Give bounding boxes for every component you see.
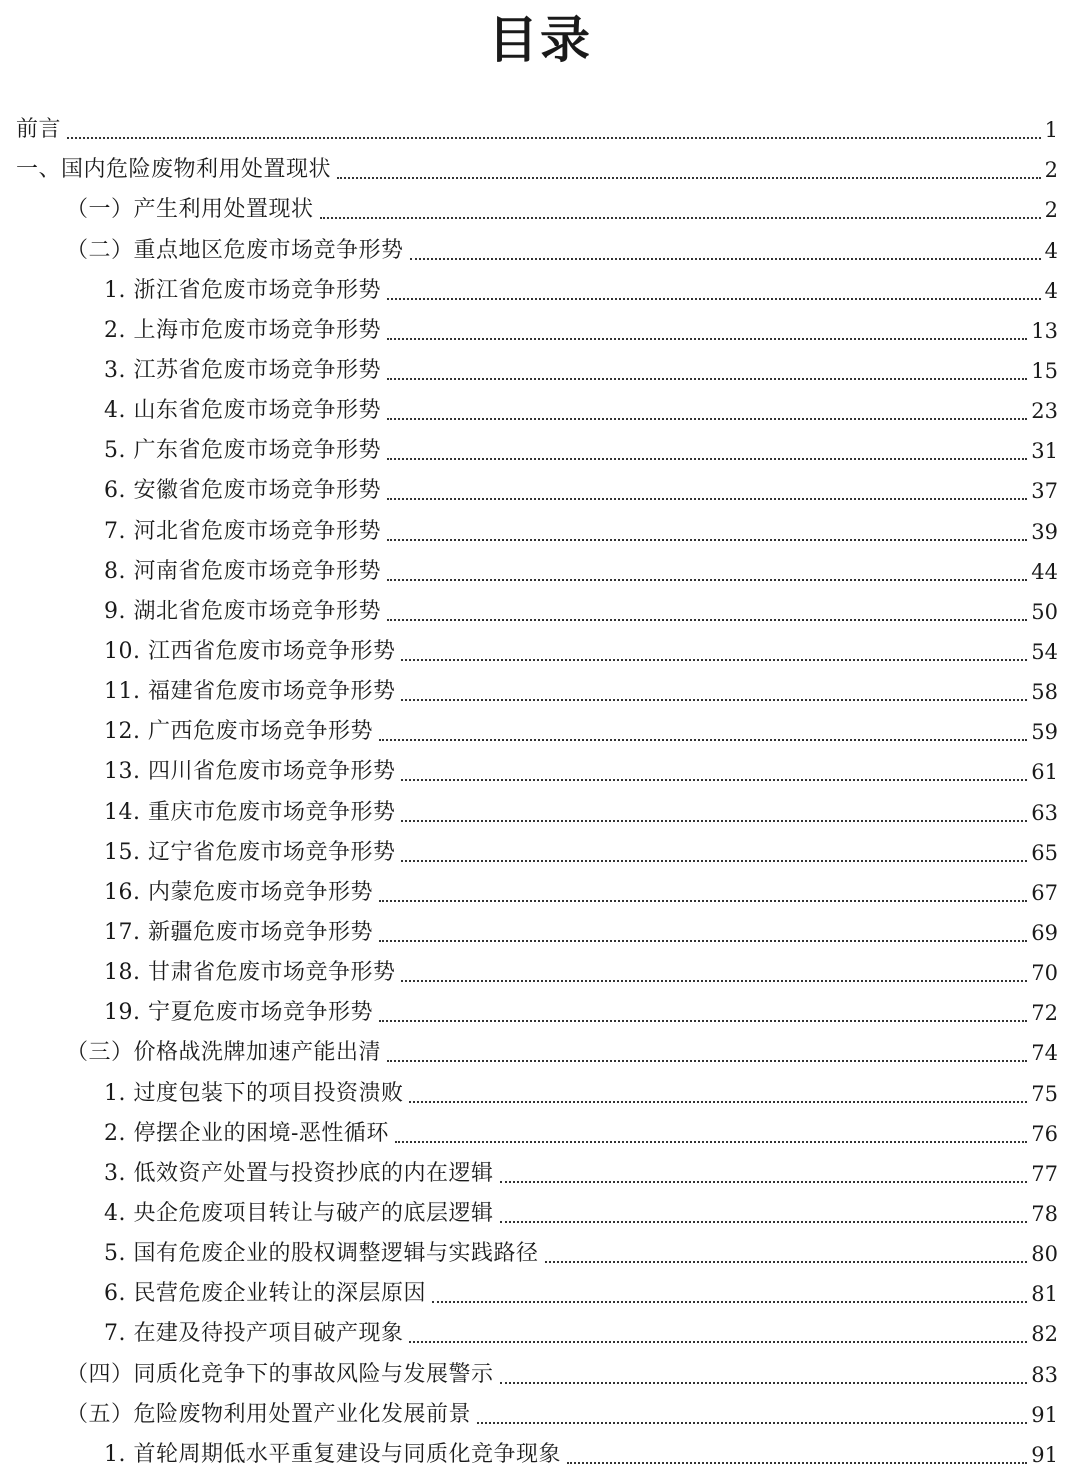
toc-entry[interactable]	[0, 710, 1080, 750]
toc-entry-label: 1. 过度包装下的项目投资溃败	[104, 1080, 404, 1106]
toc-entry-label: 前言	[16, 117, 62, 143]
toc-entry-page-number: 69	[1031, 920, 1058, 945]
toc-entry-label: 1. 首轮周期低水平重复建设与同质化竞争现象	[104, 1441, 561, 1467]
toc-dot-leader	[401, 779, 1027, 781]
toc-entry-page-number: 78	[1031, 1201, 1058, 1226]
toc-dot-leader	[545, 1261, 1028, 1263]
toc-entry-label: 13. 四川省危废市场竞争形势	[104, 759, 396, 785]
toc-entry-page-number: 15	[1031, 358, 1058, 383]
toc-entry[interactable]	[0, 1112, 1080, 1152]
toc-entry-page-number: 58	[1031, 680, 1058, 705]
toc-entry[interactable]	[0, 1352, 1080, 1392]
toc-entry[interactable]	[0, 670, 1080, 710]
toc-entry-page-number: 63	[1031, 800, 1058, 825]
toc-entry-label: 10. 江西省危废市场竞争形势	[104, 638, 396, 664]
toc-entry[interactable]	[0, 228, 1080, 268]
toc-entry-page-number: 65	[1031, 840, 1058, 865]
toc-entry-page-number: 54	[1031, 639, 1058, 664]
toc-entry-page-number: 37	[1031, 479, 1058, 504]
toc-entry-page-number: 61	[1031, 760, 1058, 785]
toc-entry-page-number: 74	[1031, 1041, 1058, 1066]
toc-dot-leader	[387, 619, 1027, 621]
toc-entry[interactable]	[0, 269, 1080, 309]
toc-entry-page-number: 76	[1031, 1121, 1058, 1146]
toc-entry[interactable]	[0, 1393, 1080, 1433]
toc-entry[interactable]	[0, 188, 1080, 228]
toc-entry[interactable]	[0, 1433, 1080, 1473]
toc-dot-leader	[432, 1301, 1027, 1303]
toc-entry-page-number: 2	[1044, 158, 1058, 183]
toc-entry-page-number: 81	[1031, 1282, 1058, 1307]
toc-entry-page-number: 2	[1044, 198, 1058, 223]
toc-dot-leader	[387, 378, 1027, 380]
toc-entry[interactable]	[0, 108, 1080, 148]
toc-entry-label: 6. 民营危废企业转让的深层原因	[104, 1281, 426, 1307]
toc-entry-label: 3. 低效资产处置与投资抄底的内在逻辑	[104, 1160, 494, 1186]
toc-entry-label: 一、国内危险废物利用处置现状	[16, 157, 332, 183]
toc-entry-label: 17. 新疆危废市场竞争形势	[104, 919, 373, 945]
toc-entry-label: 12. 广西危废市场竞争形势	[104, 719, 373, 745]
toc-dot-leader	[409, 1341, 1027, 1343]
toc-entry[interactable]	[0, 630, 1080, 670]
toc-entry-label: 14. 重庆市危废市场竞争形势	[104, 799, 396, 825]
toc-entry[interactable]	[0, 469, 1080, 509]
toc-entry-label: 1. 浙江省危废市场竞争形势	[104, 277, 381, 303]
toc-dot-leader	[500, 1181, 1028, 1183]
toc-entry-page-number: 91	[1031, 1442, 1058, 1467]
toc-entry-label: 15. 辽宁省危废市场竞争形势	[104, 839, 396, 865]
toc-dot-leader	[320, 217, 1041, 219]
toc-dot-leader	[379, 900, 1027, 902]
toc-dot-leader	[387, 418, 1027, 420]
toc-entry[interactable]	[0, 1272, 1080, 1312]
toc-entry-label: 4. 山东省危废市场竞争形势	[104, 398, 381, 424]
toc-entry[interactable]	[0, 1031, 1080, 1071]
toc-entry-label: 2. 停摆企业的困境-恶性循环	[104, 1120, 389, 1146]
toc-entry[interactable]	[0, 1192, 1080, 1232]
toc-entry-page-number: 82	[1031, 1322, 1058, 1347]
toc-entry[interactable]	[0, 911, 1080, 951]
toc-dot-leader	[67, 137, 1041, 139]
toc-entry-page-number: 39	[1031, 519, 1058, 544]
toc-entry[interactable]	[0, 389, 1080, 429]
toc-dot-leader	[387, 1060, 1027, 1062]
toc-dot-leader	[379, 940, 1027, 942]
toc-entry[interactable]	[0, 1312, 1080, 1352]
table-of-contents	[0, 108, 1080, 1473]
toc-dot-leader	[387, 458, 1027, 460]
toc-entry-label: 11. 福建省危废市场竞争形势	[104, 679, 396, 705]
toc-entry-page-number: 91	[1031, 1402, 1058, 1427]
toc-entry-page-number: 59	[1031, 720, 1058, 745]
toc-entry-page-number: 80	[1031, 1242, 1058, 1267]
toc-entry-label: 16. 内蒙危废市场竞争形势	[104, 879, 373, 905]
toc-entry[interactable]	[0, 991, 1080, 1031]
toc-dot-leader	[477, 1422, 1027, 1424]
toc-entry[interactable]	[0, 1152, 1080, 1192]
toc-entry[interactable]	[0, 550, 1080, 590]
toc-entry-label: 9. 湖北省危废市场竞争形势	[104, 598, 381, 624]
toc-entry[interactable]	[0, 429, 1080, 469]
toc-entry[interactable]	[0, 509, 1080, 549]
toc-dot-leader	[401, 980, 1027, 982]
toc-dot-leader	[500, 1221, 1028, 1223]
toc-entry[interactable]	[0, 750, 1080, 790]
toc-entry-label: （二）重点地区危废市场竞争形势	[66, 237, 404, 263]
toc-dot-leader	[409, 1101, 1027, 1103]
toc-dot-leader	[387, 539, 1027, 541]
toc-dot-leader	[401, 820, 1027, 822]
toc-entry-label: 2. 上海市危废市场竞争形势	[104, 317, 381, 343]
toc-entry-label: （四）同质化竞争下的事故风险与发展警示	[66, 1361, 494, 1387]
toc-dot-leader	[401, 659, 1027, 661]
toc-entry-page-number: 13	[1031, 318, 1058, 343]
toc-dot-leader	[387, 338, 1027, 340]
toc-dot-leader	[379, 1020, 1027, 1022]
toc-entry-label: 18. 甘肃省危废市场竞争形势	[104, 960, 396, 986]
toc-entry-label: 8. 河南省危废市场竞争形势	[104, 558, 381, 584]
toc-dot-leader	[567, 1462, 1027, 1464]
toc-dot-leader	[410, 258, 1041, 260]
toc-entry[interactable]	[0, 790, 1080, 830]
toc-dot-leader	[500, 1382, 1028, 1384]
toc-entry-label: 7. 河北省危废市场竞争形势	[104, 518, 381, 544]
toc-entry-page-number: 72	[1031, 1001, 1058, 1026]
toc-entry-page-number: 31	[1031, 439, 1058, 464]
toc-entry-page-number: 77	[1031, 1161, 1058, 1186]
toc-entry-page-number: 50	[1031, 599, 1058, 624]
toc-entry[interactable]	[0, 1071, 1080, 1111]
toc-entry-label: （五）危险废物利用处置产业化发展前景	[66, 1401, 472, 1427]
toc-dot-leader	[379, 739, 1027, 741]
toc-entry[interactable]	[0, 1232, 1080, 1272]
page-title: 目录	[488, 11, 592, 69]
toc-entry[interactable]	[0, 349, 1080, 389]
toc-entry-label: 5. 广东省危废市场竞争形势	[104, 438, 381, 464]
toc-dot-leader	[401, 860, 1027, 862]
toc-entry-page-number: 4	[1044, 278, 1058, 303]
toc-dot-leader	[337, 177, 1041, 179]
toc-entry-page-number: 83	[1031, 1362, 1058, 1387]
toc-dot-leader	[387, 498, 1027, 500]
toc-entry-page-number: 4	[1044, 238, 1058, 263]
toc-dot-leader	[387, 298, 1041, 300]
toc-entry-label: （三）价格战洗牌加速产能出清	[66, 1040, 382, 1066]
toc-entry-label: 6. 安徽省危废市场竞争形势	[104, 478, 381, 504]
toc-entry-label: 19. 宁夏危废市场竞争形势	[104, 1000, 373, 1026]
toc-entry-label: 4. 央企危废项目转让与破产的底层逻辑	[104, 1200, 494, 1226]
toc-entry-label: （一）产生利用处置现状	[66, 197, 314, 223]
toc-entry[interactable]	[0, 309, 1080, 349]
toc-entry[interactable]	[0, 590, 1080, 630]
toc-entry-label: 5. 国有危废企业的股权调整逻辑与实践路径	[104, 1241, 539, 1267]
toc-entry[interactable]	[0, 831, 1080, 871]
toc-entry-label: 7. 在建及待投产项目破产现象	[104, 1321, 404, 1347]
toc-entry-page-number: 44	[1031, 559, 1058, 584]
toc-entry-label: 3. 江苏省危废市场竞争形势	[104, 357, 381, 383]
toc-dot-leader	[387, 579, 1027, 581]
toc-entry[interactable]	[0, 951, 1080, 991]
toc-entry-page-number: 67	[1031, 880, 1058, 905]
toc-entry-page-number: 23	[1031, 399, 1058, 424]
toc-entry-page-number: 70	[1031, 961, 1058, 986]
toc-dot-leader	[395, 1141, 1027, 1143]
toc-entry[interactable]	[0, 148, 1080, 188]
toc-dot-leader	[401, 699, 1027, 701]
toc-entry-page-number: 1	[1044, 118, 1058, 143]
toc-entry-page-number: 75	[1031, 1081, 1058, 1106]
toc-entry[interactable]	[0, 871, 1080, 911]
